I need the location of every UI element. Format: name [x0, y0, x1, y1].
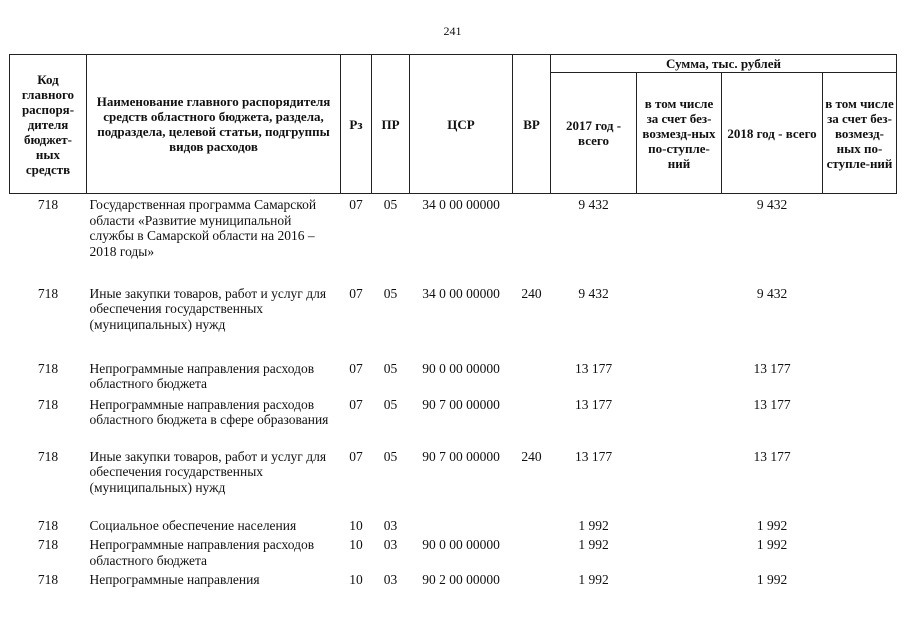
- table-header: [10, 55, 897, 194]
- cell-2017-grant: [637, 359, 722, 395]
- cell-name: Иные закупки товаров, работ и услуг для обеспечения государственных (муниципальных) нужд: [89, 448, 327, 495]
- cell-code: 718: [37, 517, 59, 533]
- cell-code: 718: [37, 197, 59, 212]
- cell-csr: 90 7 00 00000: [422, 448, 500, 464]
- cell-vr: [513, 516, 551, 536]
- table-row: [10, 570, 897, 590]
- cell-2018-total: 9 432: [756, 285, 788, 301]
- header-2017-grant: в том числе за счет без-возмезд-ных по-ступле-ний: [637, 73, 722, 194]
- table-row: [10, 516, 897, 536]
- cell-vr: [513, 535, 551, 570]
- cell-rz: 10: [349, 572, 363, 587]
- cell-name: Непрограммные направления расходов областного бюджета в сфере образования: [89, 396, 329, 427]
- cell-code: 718: [37, 396, 59, 412]
- header-2017-total: 2017 год - всего: [551, 73, 637, 194]
- cell-name: Непрограммные направления расходов областного бюджета: [89, 360, 315, 391]
- cell-vr: [513, 194, 551, 284]
- cell-rz: 07: [349, 197, 363, 212]
- cell-pr: 05: [383, 285, 398, 301]
- cell-2017-total: 9 432: [578, 285, 609, 301]
- cell-code: 718: [37, 537, 59, 552]
- cell-vr: [513, 570, 551, 590]
- cell-csr: 90 0 00 00000: [422, 360, 500, 376]
- cell-csr: 90 7 00 00000: [422, 396, 500, 412]
- cell-vr: 240: [521, 448, 542, 464]
- cell-2017-grant: [637, 284, 722, 359]
- cell-2017-total: 1 992: [578, 537, 609, 552]
- cell-code: 718: [37, 572, 59, 587]
- cell-2017-total: 1 992: [578, 517, 609, 533]
- table-row: [10, 284, 897, 359]
- cell-2017-grant: [637, 570, 722, 590]
- cell-2017-grant: [637, 395, 722, 447]
- cell-code: 718: [37, 360, 59, 376]
- header-csr: ЦСР: [410, 55, 513, 194]
- cell-code: 718: [37, 285, 59, 301]
- cell-2018-total: 1 992: [756, 572, 788, 587]
- cell-2018-grant: [823, 284, 897, 359]
- cell-rz: 10: [349, 517, 363, 533]
- cell-2017-total: 13 177: [574, 448, 613, 464]
- cell-2018-grant: [823, 570, 897, 590]
- cell-name: Социальное обеспечение населения: [89, 517, 297, 533]
- cell-2018-grant: [823, 447, 897, 516]
- header-2018-total: 2018 год - всего: [722, 73, 823, 194]
- cell-2018-total: 13 177: [753, 360, 791, 376]
- cell-pr: 05: [383, 448, 398, 464]
- cell-rz: 07: [349, 360, 363, 376]
- cell-2018-grant: [823, 535, 897, 570]
- cell-csr: 34 0 00 00000: [422, 197, 500, 212]
- cell-vr: [513, 395, 551, 447]
- cell-rz: 07: [349, 396, 363, 412]
- table-row: [10, 395, 897, 447]
- cell-2018-total: 9 432: [756, 197, 788, 212]
- cell-2018-total: 1 992: [756, 537, 788, 552]
- cell-pr: 05: [383, 360, 398, 376]
- page-number: 241: [443, 24, 462, 38]
- cell-2017-total: 13 177: [574, 396, 613, 412]
- cell-pr: 03: [383, 537, 398, 552]
- cell-2017-grant: [637, 535, 722, 570]
- cell-code: 718: [37, 448, 59, 464]
- cell-csr: [410, 516, 513, 536]
- cell-pr: 05: [383, 396, 398, 412]
- cell-2018-grant: [823, 516, 897, 536]
- cell-csr: 90 2 00 00000: [422, 572, 500, 587]
- cell-rz: 07: [349, 285, 363, 301]
- table-row: [10, 447, 897, 516]
- cell-vr: [513, 359, 551, 395]
- cell-2018-total: 13 177: [753, 396, 791, 412]
- cell-vr: 240: [521, 285, 542, 301]
- cell-2017-grant: [637, 194, 722, 284]
- table-row: [10, 194, 897, 284]
- header-2018-grant: в том числе за счет без-возмезд-ных по-ступле-ний: [823, 73, 897, 194]
- cell-name: Непрограммные направления расходов областного бюджета: [89, 537, 315, 568]
- cell-2018-total: 13 177: [753, 448, 791, 464]
- cell-pr: 05: [383, 197, 398, 212]
- cell-rz: 10: [349, 537, 363, 552]
- header-vr: ВР: [513, 55, 551, 194]
- header-sum-group: Сумма, тыс. рублей: [551, 55, 897, 73]
- cell-2018-grant: [823, 194, 897, 284]
- cell-pr: 03: [383, 517, 398, 533]
- cell-name: Государственная программа Самарской области «Развитие муниципальной службы в Самарской области на 2016 – 2018 годы»: [89, 197, 317, 259]
- cell-name: Иные закупки товаров, работ и услуг для обеспечения государственных (муниципальных) нужд: [89, 285, 327, 332]
- cell-2017-total: 1 992: [578, 572, 609, 587]
- budget-table: [9, 54, 897, 590]
- cell-rz: 07: [349, 448, 363, 464]
- cell-name: Непрограммные направления: [89, 572, 260, 587]
- cell-2018-grant: [823, 395, 897, 447]
- cell-2017-total: 9 432: [578, 197, 609, 212]
- cell-csr: 34 0 00 00000: [422, 285, 500, 301]
- header-rz: Рз: [341, 55, 372, 194]
- header-code: Код главного распоря-дителя бюджет-ных средств: [10, 55, 87, 194]
- header-pr: ПР: [372, 55, 410, 194]
- cell-2018-grant: [823, 359, 897, 395]
- cell-2017-grant: [637, 447, 722, 516]
- table-row: [10, 535, 897, 570]
- cell-2018-total: 1 992: [756, 517, 788, 533]
- table-row: [10, 359, 897, 395]
- cell-pr: 03: [383, 572, 398, 587]
- cell-csr: 90 0 00 00000: [422, 537, 500, 552]
- cell-2017-total: 13 177: [574, 360, 613, 376]
- cell-2017-grant: [637, 516, 722, 536]
- header-name: Наименование главного распорядителя средств областного бюджета, раздела, подраздела, целевой статьи, подгруппы видов расходов: [87, 55, 341, 194]
